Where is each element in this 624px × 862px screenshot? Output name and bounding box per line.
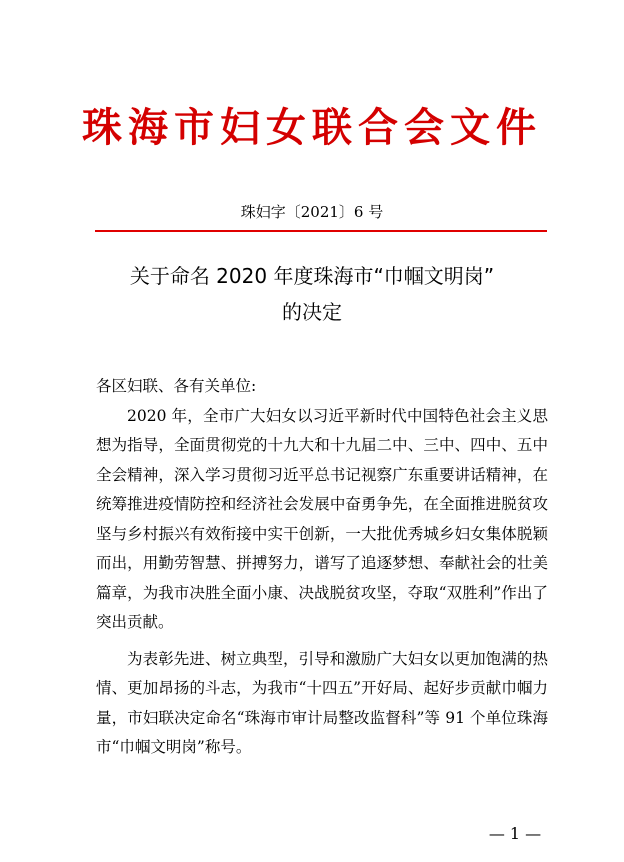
notice-title [0, 258, 624, 330]
document-body [96, 372, 548, 763]
body-paragraph-1: 2020 年，全市广大妇女以习近平新时代中国特色社会主义思想为指导，全面贯彻党的十九大和十九届二中、三中、四中、五中全会精神，深入学习贯彻习近平总书记视察广东重要讲话精神，在统筹推进疫情防控和经济社会发展中奋勇争先，在全面推进脱贫攻坚与乡村振兴有效衔接中实干创新，一大批优秀城乡妇女集体脱颖而出，用勤劳智慧、拼搏努力，谱写了追逐梦想、奉献社会的壮美篇章，为我市决胜全面小康、决战脱贫攻坚，夺取“双胜利”作出了突出贡献。 [96, 406, 548, 631]
notice-title-line-1: 关于命名 2020 年度珠海市“巾帼文明岗” [129, 264, 495, 288]
document-header-title: 珠海市妇女联合会文件 [82, 104, 542, 151]
document-number: 珠妇字〔2021〕6 号 [240, 203, 384, 221]
body-paragraph-2: 为表彰先进、树立典型，引导和激励广大妇女以更加饱满的热情、更加昂扬的斗志，为我市“十四五”开好局、起好步贡献巾帼力量，市妇联决定命名“珠海市审计局整改监督科”等 91 个单位珠海市“巾帼文明岗”称号。 [96, 649, 548, 756]
page-number: — 1 — [488, 824, 542, 843]
notice-title-line-2: 的决定 [282, 300, 342, 324]
red-divider-line [95, 230, 547, 232]
salutation: 各区妇联、各有关单位: [96, 377, 257, 395]
